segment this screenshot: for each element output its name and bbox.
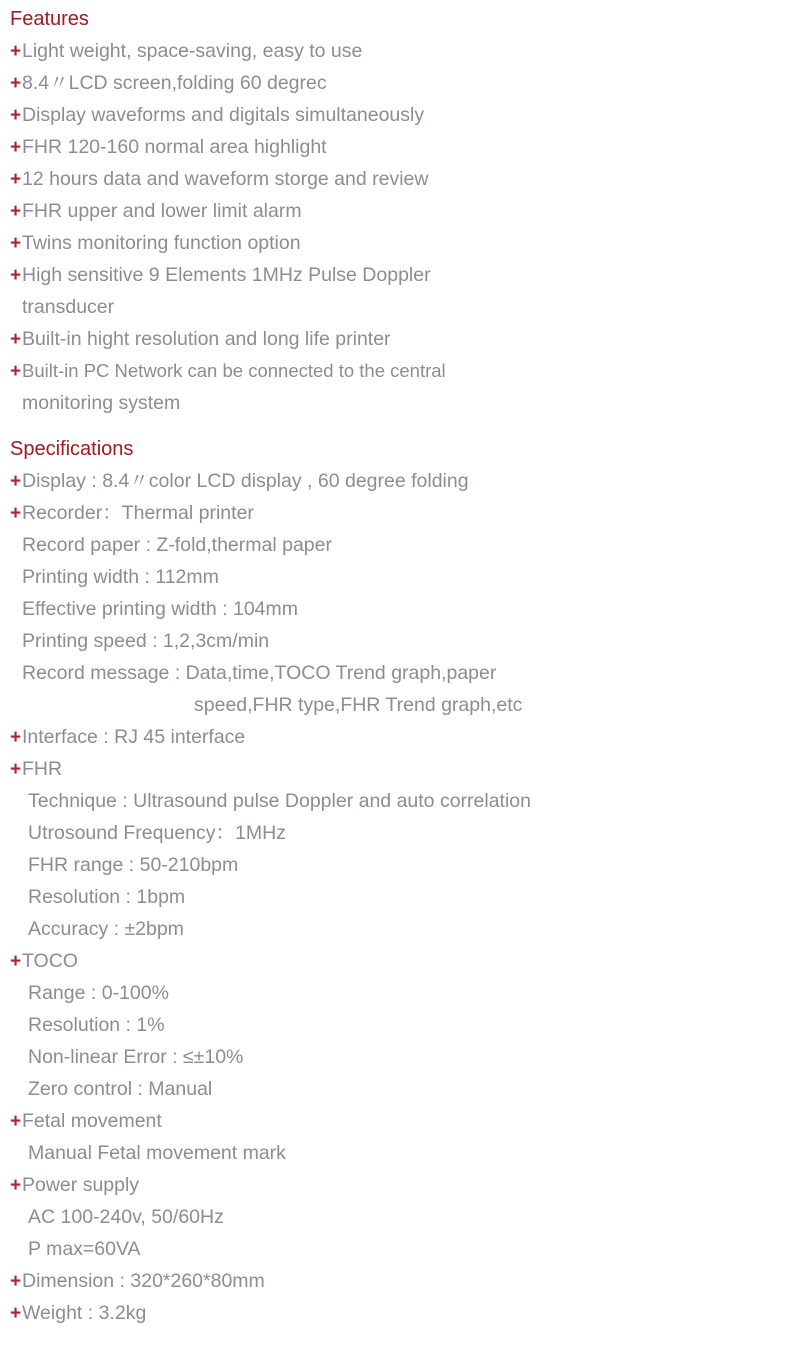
feature-item-continuation: monitoring system — [22, 392, 181, 414]
feature-item: +FHR 120-160 normal area highlight — [10, 136, 327, 158]
feature-item: +Built-in hight resolution and long life printer — [10, 328, 391, 350]
spec-interface: +Interface : RJ 45 interface — [10, 726, 246, 748]
feature-item-continuation: transducer — [22, 296, 115, 318]
plus-bullet-icon: + — [10, 951, 22, 972]
spec-toco-zero-control: Zero control : Manual — [28, 1078, 213, 1100]
spec-toco-resolution: Resolution : 1% — [28, 1014, 165, 1036]
spec-toco-nonlinear-error: Non-linear Error : ≤±10% — [28, 1046, 244, 1068]
spec-power-ac: AC 100-240v, 50/60Hz — [28, 1206, 224, 1228]
spec-fhr-frequency: Utrosound Frequency：1MHz — [28, 822, 286, 844]
feature-item: +8.4〃LCD screen,folding 60 degrec — [10, 72, 327, 94]
plus-bullet-icon: + — [10, 265, 22, 286]
feature-item: +FHR upper and lower limit alarm — [10, 200, 302, 222]
feature-item: +12 hours data and waveform storge and review — [10, 168, 429, 190]
spec-fhr-range: FHR range : 50-210bpm — [28, 854, 239, 876]
plus-bullet-icon: + — [10, 137, 22, 158]
spec-fhr-technique: Technique : Ultrasound pulse Doppler and auto correlation — [28, 790, 531, 812]
spec-fetal-movement: +Fetal movement — [10, 1110, 162, 1132]
plus-bullet-icon: + — [10, 105, 22, 126]
plus-bullet-icon: + — [10, 503, 22, 524]
spec-dimension: +Dimension : 320*260*80mm — [10, 1270, 265, 1292]
feature-item: +Light weight, space-saving, easy to use — [10, 40, 363, 62]
plus-bullet-icon: + — [10, 1111, 22, 1132]
feature-item: +Display waveforms and digitals simultaneously — [10, 104, 425, 126]
plus-bullet-icon: + — [10, 759, 22, 780]
spec-power-supply: +Power supply — [10, 1174, 140, 1196]
plus-bullet-icon: + — [10, 169, 22, 190]
spec-fhr: +FHR — [10, 758, 63, 780]
features-heading: Features — [10, 8, 89, 30]
plus-bullet-icon: + — [10, 1271, 22, 1292]
plus-bullet-icon: + — [10, 1303, 22, 1324]
plus-bullet-icon: + — [10, 329, 22, 350]
spec-printing-width: Printing width : 112mm — [22, 566, 219, 588]
feature-item: +High sensitive 9 Elements 1MHz Pulse Doppler — [10, 264, 431, 286]
spec-printing-speed: Printing speed : 1,2,3cm/min — [22, 630, 270, 652]
plus-bullet-icon: + — [10, 1175, 22, 1196]
feature-item: +Twins monitoring function option — [10, 232, 301, 254]
plus-bullet-icon: + — [10, 73, 22, 94]
plus-bullet-icon: + — [10, 361, 22, 382]
plus-bullet-icon: + — [10, 471, 22, 492]
spec-effective-printing-width: Effective printing width : 104mm — [22, 598, 299, 620]
spec-record-paper: Record paper : Z-fold,thermal paper — [22, 534, 332, 556]
plus-bullet-icon: + — [10, 41, 22, 62]
plus-bullet-icon: + — [10, 727, 22, 748]
spec-fetal-movement-mark: Manual Fetal movement mark — [28, 1142, 286, 1164]
spec-toco: +TOCO — [10, 950, 78, 972]
spec-fhr-accuracy: Accuracy : ±2bpm — [28, 918, 184, 940]
specifications-heading: Specifications — [10, 438, 134, 460]
spec-recorder: +Recorder：Thermal printer — [10, 502, 254, 524]
plus-bullet-icon: + — [10, 233, 22, 254]
spec-record-message-continuation: speed,FHR type,FHR Trend graph,etc — [194, 694, 523, 716]
spec-power-pmax: P max=60VA — [28, 1238, 141, 1260]
plus-bullet-icon: + — [10, 201, 22, 222]
spec-fhr-resolution: Resolution : 1bpm — [28, 886, 186, 908]
spec-display: +Display : 8.4〃color LCD display , 60 degree folding — [10, 470, 469, 492]
spec-weight: +Weight : 3.2kg — [10, 1302, 147, 1324]
spec-toco-range: Range : 0-100% — [28, 982, 169, 1004]
feature-item: +Built-in PC Network can be connected to the central — [10, 360, 446, 382]
spec-record-message: Record message : Data,time,TOCO Trend graph,paper — [22, 662, 497, 684]
